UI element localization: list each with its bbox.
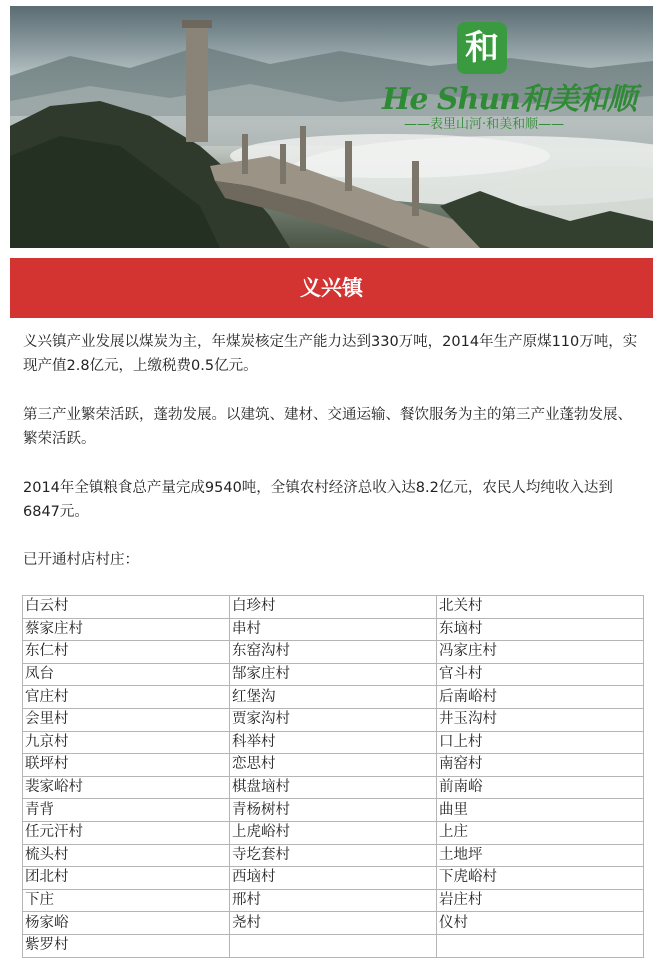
village-cell: 郜家庄村 xyxy=(230,663,437,686)
village-cell: 恋思村 xyxy=(230,754,437,777)
paragraph-agriculture: 2014年全镇粮食总产量完成9540吨，全镇农村经济总收入达8.2亿元，农民人均纯收入达到6847元。 xyxy=(23,480,613,520)
village-cell: 官斗村 xyxy=(437,663,644,686)
village-cell: 上庄 xyxy=(437,821,644,844)
village-cell: 联坪村 xyxy=(23,754,230,777)
village-cell: 九京村 xyxy=(23,731,230,754)
village-cell: 蔡家庄村 xyxy=(23,618,230,641)
village-cell xyxy=(230,934,437,957)
village-cell: 岩庄村 xyxy=(437,889,644,912)
table-row xyxy=(23,731,644,754)
village-cell: 白云村 xyxy=(23,596,230,619)
village-cell: 下庄 xyxy=(23,889,230,912)
table-row xyxy=(23,821,644,844)
village-cell: 棋盘垴村 xyxy=(230,776,437,799)
table-row xyxy=(23,889,644,912)
table-row xyxy=(23,618,644,641)
table-row xyxy=(23,596,644,619)
village-cell: 南窑村 xyxy=(437,754,644,777)
village-cell: 土地坪 xyxy=(437,844,644,867)
village-cell: 东仁村 xyxy=(23,641,230,664)
village-cell: 前南峪 xyxy=(437,776,644,799)
village-cell: 后南峪村 xyxy=(437,686,644,709)
village-cell: 东垴村 xyxy=(437,618,644,641)
village-cell: 红堡沟 xyxy=(230,686,437,709)
table-row xyxy=(23,912,644,935)
village-cell: 梳头村 xyxy=(23,844,230,867)
paragraph-tertiary-industry: 第三产业繁荣活跃，蓬勃发展。以建筑、建材、交通运输、餐饮服务为主的第三产业蓬勃发展、繁荣活跃。 xyxy=(23,407,632,447)
header-banner xyxy=(10,6,653,248)
table-row xyxy=(23,776,644,799)
hshun-logo-icon: 和 xyxy=(457,22,507,74)
page-title: 义兴镇 xyxy=(10,258,653,318)
village-cell: 裴家峪村 xyxy=(23,776,230,799)
village-cell: 尧村 xyxy=(230,912,437,935)
table-row xyxy=(23,844,644,867)
village-cell: 凤台 xyxy=(23,663,230,686)
village-cell: 贾家沟村 xyxy=(230,708,437,731)
village-cell: 东窑沟村 xyxy=(230,641,437,664)
village-cell: 下虎峪村 xyxy=(437,867,644,890)
village-cell: 科举村 xyxy=(230,731,437,754)
village-cell: 紫罗村 xyxy=(23,934,230,957)
village-cell: 曲里 xyxy=(437,799,644,822)
table-row xyxy=(23,934,644,957)
village-cell: 寺圪套村 xyxy=(230,844,437,867)
village-cell: 青杨树村 xyxy=(230,799,437,822)
village-cell: 上虎峪村 xyxy=(230,821,437,844)
paragraph-coal-industry: 义兴镇产业发展以煤炭为主，年煤炭核定生产能力达到330万吨，2014年生产原煤110万吨，实现产值2.8亿元，上缴税费0.5亿元。 xyxy=(23,334,638,374)
village-cell: 青背 xyxy=(23,799,230,822)
village-cell: 仪村 xyxy=(437,912,644,935)
village-cell: 会里村 xyxy=(23,708,230,731)
table-row xyxy=(23,663,644,686)
table-row xyxy=(23,754,644,777)
village-cell: 口上村 xyxy=(437,731,644,754)
table-row xyxy=(23,799,644,822)
village-cell: 官庄村 xyxy=(23,686,230,709)
village-cell: 冯家庄村 xyxy=(437,641,644,664)
village-cell: 西垴村 xyxy=(230,867,437,890)
village-cell: 团北村 xyxy=(23,867,230,890)
village-cell: 北关村 xyxy=(437,596,644,619)
village-cell: 邢村 xyxy=(230,889,437,912)
table-row xyxy=(23,641,644,664)
village-cell: 白珍村 xyxy=(230,596,437,619)
village-cell xyxy=(437,934,644,957)
brand-wordmark: He Shun和美和顺 xyxy=(382,82,636,117)
table-row xyxy=(23,708,644,731)
villages-heading: 已开通村店村庄： xyxy=(23,552,139,568)
village-cell: 串村 xyxy=(230,618,437,641)
brand-slogan: ——表里山河·和美和顺—— xyxy=(404,117,565,132)
table-row xyxy=(23,686,644,709)
village-cell: 杨家峪 xyxy=(23,912,230,935)
table-row xyxy=(23,867,644,890)
village-cell: 任元汗村 xyxy=(23,821,230,844)
village-cell: 井玉沟村 xyxy=(437,708,644,731)
village-table xyxy=(22,595,644,958)
